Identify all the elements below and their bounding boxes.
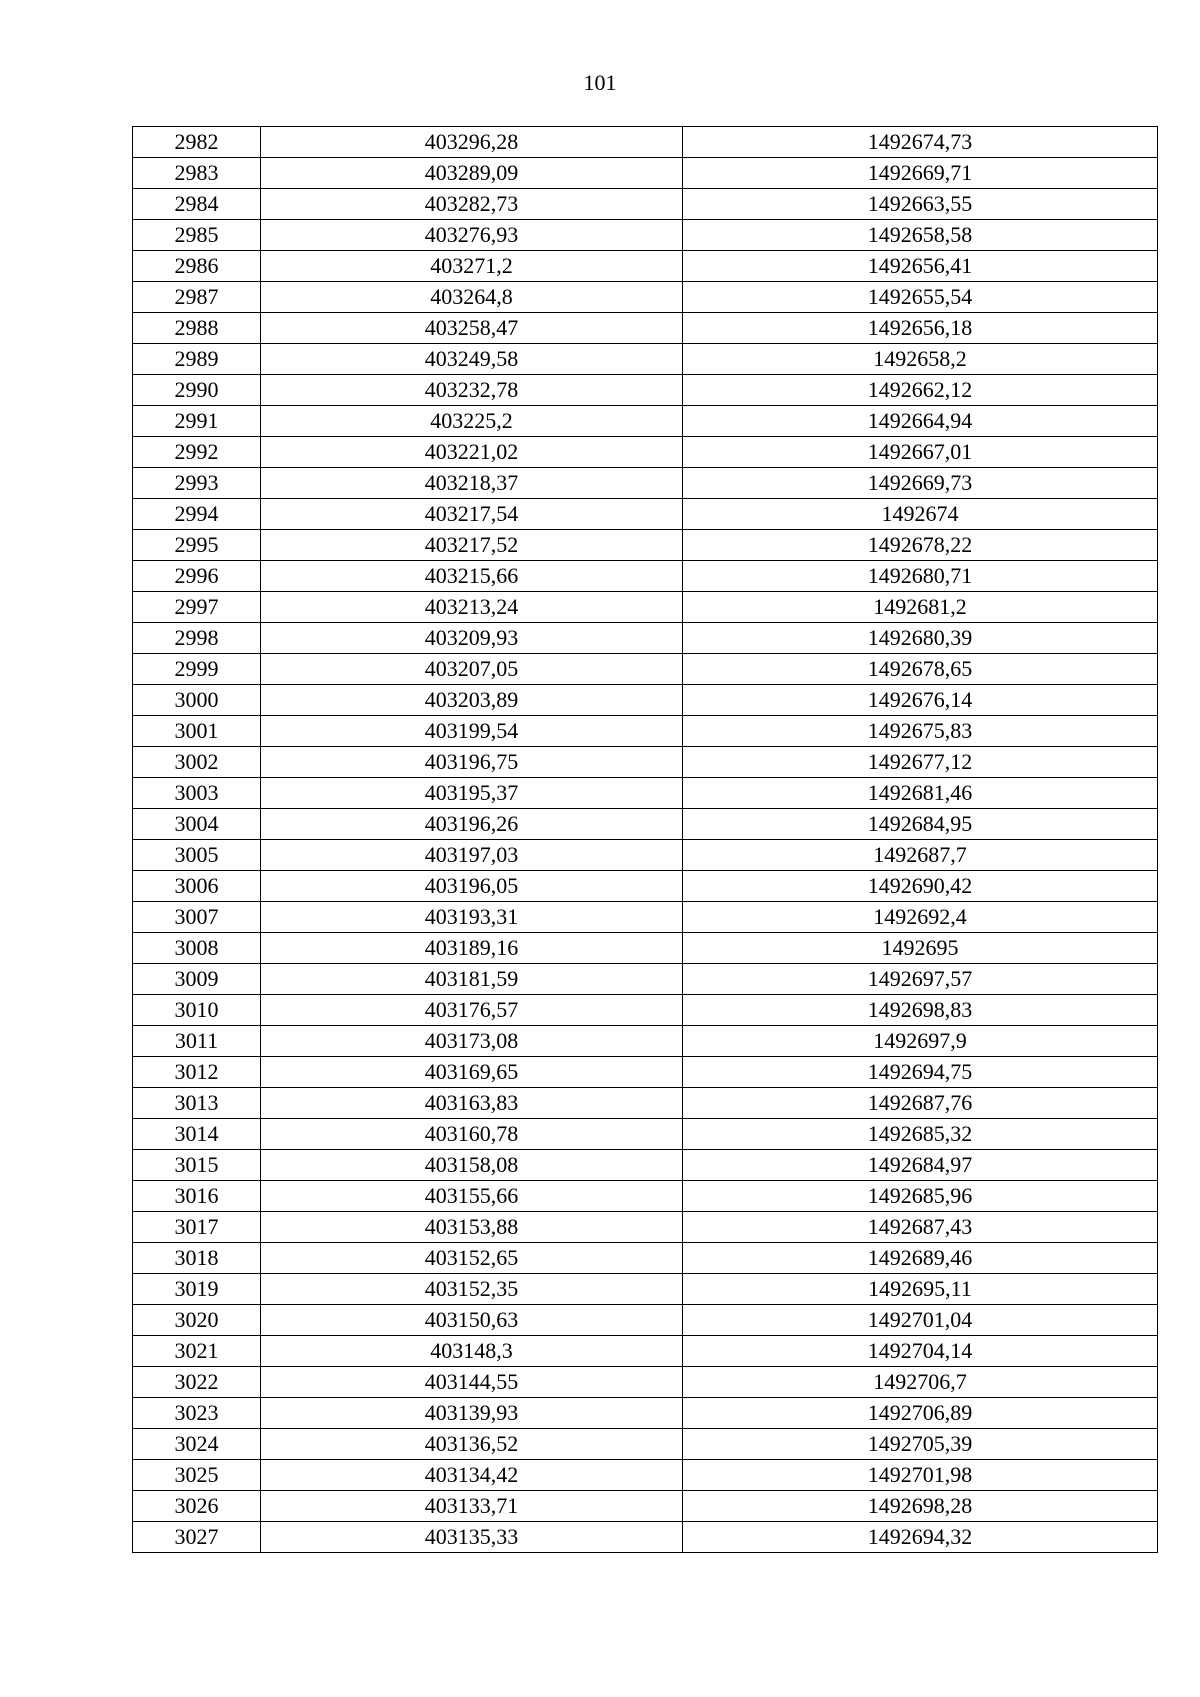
page-number: 101 [583, 70, 617, 95]
table-row [133, 127, 1158, 158]
point-number-cell: 3014 [133, 1119, 261, 1150]
x-coordinate-cell: 403282,73 [261, 189, 683, 220]
x-coordinate-cell: 403197,03 [261, 840, 683, 871]
point-number-cell: 3007 [133, 902, 261, 933]
point-number-cell: 2991 [133, 406, 261, 437]
table-row [133, 778, 1158, 809]
point-number-cell: 3020 [133, 1305, 261, 1336]
table-row [133, 1088, 1158, 1119]
x-coordinate-cell: 403196,75 [261, 747, 683, 778]
x-coordinate-cell: 403153,88 [261, 1212, 683, 1243]
point-number-cell: 3000 [133, 685, 261, 716]
point-number-cell: 3008 [133, 933, 261, 964]
x-coordinate-cell: 403163,83 [261, 1088, 683, 1119]
y-coordinate-cell: 1492669,73 [683, 468, 1158, 499]
x-coordinate-cell: 403225,2 [261, 406, 683, 437]
table-row [133, 995, 1158, 1026]
table-row [133, 1336, 1158, 1367]
table-row [133, 1119, 1158, 1150]
y-coordinate-cell: 1492698,83 [683, 995, 1158, 1026]
y-coordinate-cell: 1492655,54 [683, 282, 1158, 313]
table-row [133, 623, 1158, 654]
point-number-cell: 3022 [133, 1367, 261, 1398]
x-coordinate-cell: 403271,2 [261, 251, 683, 282]
x-coordinate-cell: 403158,08 [261, 1150, 683, 1181]
y-coordinate-cell: 1492687,43 [683, 1212, 1158, 1243]
y-coordinate-cell: 1492663,55 [683, 189, 1158, 220]
table-row [133, 1460, 1158, 1491]
y-coordinate-cell: 1492674 [683, 499, 1158, 530]
point-number-cell: 3013 [133, 1088, 261, 1119]
table-row [133, 468, 1158, 499]
table-row [133, 499, 1158, 530]
point-number-cell: 2997 [133, 592, 261, 623]
table-row [133, 1491, 1158, 1522]
point-number-cell: 3010 [133, 995, 261, 1026]
x-coordinate-cell: 403152,35 [261, 1274, 683, 1305]
table-row [133, 1367, 1158, 1398]
y-coordinate-cell: 1492684,95 [683, 809, 1158, 840]
x-coordinate-cell: 403217,52 [261, 530, 683, 561]
y-coordinate-cell: 1492694,75 [683, 1057, 1158, 1088]
table-row [133, 902, 1158, 933]
point-number-cell: 2990 [133, 375, 261, 406]
x-coordinate-cell: 403195,37 [261, 778, 683, 809]
point-number-cell: 2992 [133, 437, 261, 468]
table-row [133, 809, 1158, 840]
x-coordinate-cell: 403181,59 [261, 964, 683, 995]
point-number-cell: 2989 [133, 344, 261, 375]
point-number-cell: 2982 [133, 127, 261, 158]
table-row [133, 933, 1158, 964]
table-row [133, 344, 1158, 375]
y-coordinate-cell: 1492680,39 [683, 623, 1158, 654]
y-coordinate-cell: 1492695,11 [683, 1274, 1158, 1305]
y-coordinate-cell: 1492656,41 [683, 251, 1158, 282]
point-number-cell: 2998 [133, 623, 261, 654]
table-row [133, 1429, 1158, 1460]
table-row [133, 313, 1158, 344]
y-coordinate-cell: 1492705,39 [683, 1429, 1158, 1460]
table-row [133, 561, 1158, 592]
y-coordinate-cell: 1492675,83 [683, 716, 1158, 747]
x-coordinate-cell: 403173,08 [261, 1026, 683, 1057]
y-coordinate-cell: 1492674,73 [683, 127, 1158, 158]
table-row [133, 1150, 1158, 1181]
x-coordinate-cell: 403139,93 [261, 1398, 683, 1429]
point-number-cell: 3019 [133, 1274, 261, 1305]
point-number-cell: 2999 [133, 654, 261, 685]
x-coordinate-cell: 403144,55 [261, 1367, 683, 1398]
y-coordinate-cell: 1492664,94 [683, 406, 1158, 437]
x-coordinate-cell: 403148,3 [261, 1336, 683, 1367]
table-row [133, 406, 1158, 437]
point-number-cell: 3003 [133, 778, 261, 809]
point-number-cell: 2993 [133, 468, 261, 499]
x-coordinate-cell: 403160,78 [261, 1119, 683, 1150]
x-coordinate-cell: 403203,89 [261, 685, 683, 716]
point-number-cell: 2996 [133, 561, 261, 592]
x-coordinate-cell: 403196,05 [261, 871, 683, 902]
table-row [133, 189, 1158, 220]
coordinates-table-body [133, 127, 1158, 1553]
point-number-cell: 2986 [133, 251, 261, 282]
y-coordinate-cell: 1492697,9 [683, 1026, 1158, 1057]
y-coordinate-cell: 1492677,12 [683, 747, 1158, 778]
table-row [133, 251, 1158, 282]
x-coordinate-cell: 403155,66 [261, 1181, 683, 1212]
table-row [133, 592, 1158, 623]
table-row [133, 964, 1158, 995]
table-row [133, 282, 1158, 313]
y-coordinate-cell: 1492678,22 [683, 530, 1158, 561]
y-coordinate-cell: 1492669,71 [683, 158, 1158, 189]
y-coordinate-cell: 1492676,14 [683, 685, 1158, 716]
point-number-cell: 2995 [133, 530, 261, 561]
table-row [133, 530, 1158, 561]
y-coordinate-cell: 1492694,32 [683, 1522, 1158, 1553]
point-number-cell: 2983 [133, 158, 261, 189]
y-coordinate-cell: 1492684,97 [683, 1150, 1158, 1181]
point-number-cell: 2994 [133, 499, 261, 530]
x-coordinate-cell: 403218,37 [261, 468, 683, 499]
y-coordinate-cell: 1492689,46 [683, 1243, 1158, 1274]
x-coordinate-cell: 403215,66 [261, 561, 683, 592]
x-coordinate-cell: 403209,93 [261, 623, 683, 654]
x-coordinate-cell: 403217,54 [261, 499, 683, 530]
table-row [133, 1212, 1158, 1243]
table-row [133, 1274, 1158, 1305]
y-coordinate-cell: 1492685,32 [683, 1119, 1158, 1150]
point-number-cell: 3023 [133, 1398, 261, 1429]
table-row [133, 747, 1158, 778]
y-coordinate-cell: 1492656,18 [683, 313, 1158, 344]
table-row [133, 1181, 1158, 1212]
y-coordinate-cell: 1492701,04 [683, 1305, 1158, 1336]
table-row [133, 1305, 1158, 1336]
table-row [133, 375, 1158, 406]
point-number-cell: 3025 [133, 1460, 261, 1491]
point-number-cell: 3012 [133, 1057, 261, 1088]
y-coordinate-cell: 1492690,42 [683, 871, 1158, 902]
y-coordinate-cell: 1492692,4 [683, 902, 1158, 933]
x-coordinate-cell: 403289,09 [261, 158, 683, 189]
point-number-cell: 3011 [133, 1026, 261, 1057]
point-number-cell: 3018 [133, 1243, 261, 1274]
point-number-cell: 3009 [133, 964, 261, 995]
point-number-cell: 3005 [133, 840, 261, 871]
x-coordinate-cell: 403276,93 [261, 220, 683, 251]
point-number-cell: 3001 [133, 716, 261, 747]
y-coordinate-cell: 1492667,01 [683, 437, 1158, 468]
y-coordinate-cell: 1492706,7 [683, 1367, 1158, 1398]
x-coordinate-cell: 403136,52 [261, 1429, 683, 1460]
point-number-cell: 2985 [133, 220, 261, 251]
y-coordinate-cell: 1492695 [683, 933, 1158, 964]
table-row [133, 1026, 1158, 1057]
point-number-cell: 3021 [133, 1336, 261, 1367]
point-number-cell: 2987 [133, 282, 261, 313]
x-coordinate-cell: 403133,71 [261, 1491, 683, 1522]
x-coordinate-cell: 403193,31 [261, 902, 683, 933]
y-coordinate-cell: 1492697,57 [683, 964, 1158, 995]
y-coordinate-cell: 1492704,14 [683, 1336, 1158, 1367]
point-number-cell: 3004 [133, 809, 261, 840]
y-coordinate-cell: 1492698,28 [683, 1491, 1158, 1522]
y-coordinate-cell: 1492658,58 [683, 220, 1158, 251]
y-coordinate-cell: 1492678,65 [683, 654, 1158, 685]
x-coordinate-cell: 403249,58 [261, 344, 683, 375]
point-number-cell: 3002 [133, 747, 261, 778]
y-coordinate-cell: 1492687,7 [683, 840, 1158, 871]
table-row [133, 840, 1158, 871]
table-row [133, 1522, 1158, 1553]
x-coordinate-cell: 403232,78 [261, 375, 683, 406]
x-coordinate-cell: 403134,42 [261, 1460, 683, 1491]
y-coordinate-cell: 1492681,46 [683, 778, 1158, 809]
x-coordinate-cell: 403258,47 [261, 313, 683, 344]
y-coordinate-cell: 1492687,76 [683, 1088, 1158, 1119]
y-coordinate-cell: 1492685,96 [683, 1181, 1158, 1212]
x-coordinate-cell: 403296,28 [261, 127, 683, 158]
table-row [133, 158, 1158, 189]
table-row [133, 716, 1158, 747]
x-coordinate-cell: 403264,8 [261, 282, 683, 313]
x-coordinate-cell: 403169,65 [261, 1057, 683, 1088]
point-number-cell: 2984 [133, 189, 261, 220]
x-coordinate-cell: 403135,33 [261, 1522, 683, 1553]
x-coordinate-cell: 403176,57 [261, 995, 683, 1026]
table-row [133, 871, 1158, 902]
point-number-cell: 3016 [133, 1181, 261, 1212]
x-coordinate-cell: 403213,24 [261, 592, 683, 623]
table-row [133, 1243, 1158, 1274]
table-row [133, 437, 1158, 468]
y-coordinate-cell: 1492701,98 [683, 1460, 1158, 1491]
y-coordinate-cell: 1492658,2 [683, 344, 1158, 375]
x-coordinate-cell: 403199,54 [261, 716, 683, 747]
table-row [133, 685, 1158, 716]
point-number-cell: 3026 [133, 1491, 261, 1522]
x-coordinate-cell: 403189,16 [261, 933, 683, 964]
y-coordinate-cell: 1492706,89 [683, 1398, 1158, 1429]
table-row [133, 220, 1158, 251]
y-coordinate-cell: 1492681,2 [683, 592, 1158, 623]
x-coordinate-cell: 403207,05 [261, 654, 683, 685]
point-number-cell: 3017 [133, 1212, 261, 1243]
point-number-cell: 3015 [133, 1150, 261, 1181]
x-coordinate-cell: 403221,02 [261, 437, 683, 468]
table-row [133, 1057, 1158, 1088]
x-coordinate-cell: 403150,63 [261, 1305, 683, 1336]
table-row [133, 1398, 1158, 1429]
y-coordinate-cell: 1492680,71 [683, 561, 1158, 592]
x-coordinate-cell: 403196,26 [261, 809, 683, 840]
y-coordinate-cell: 1492662,12 [683, 375, 1158, 406]
coordinates-table [132, 126, 1158, 1553]
point-number-cell: 2988 [133, 313, 261, 344]
point-number-cell: 3024 [133, 1429, 261, 1460]
point-number-cell: 3027 [133, 1522, 261, 1553]
point-number-cell: 3006 [133, 871, 261, 902]
x-coordinate-cell: 403152,65 [261, 1243, 683, 1274]
table-row [133, 654, 1158, 685]
